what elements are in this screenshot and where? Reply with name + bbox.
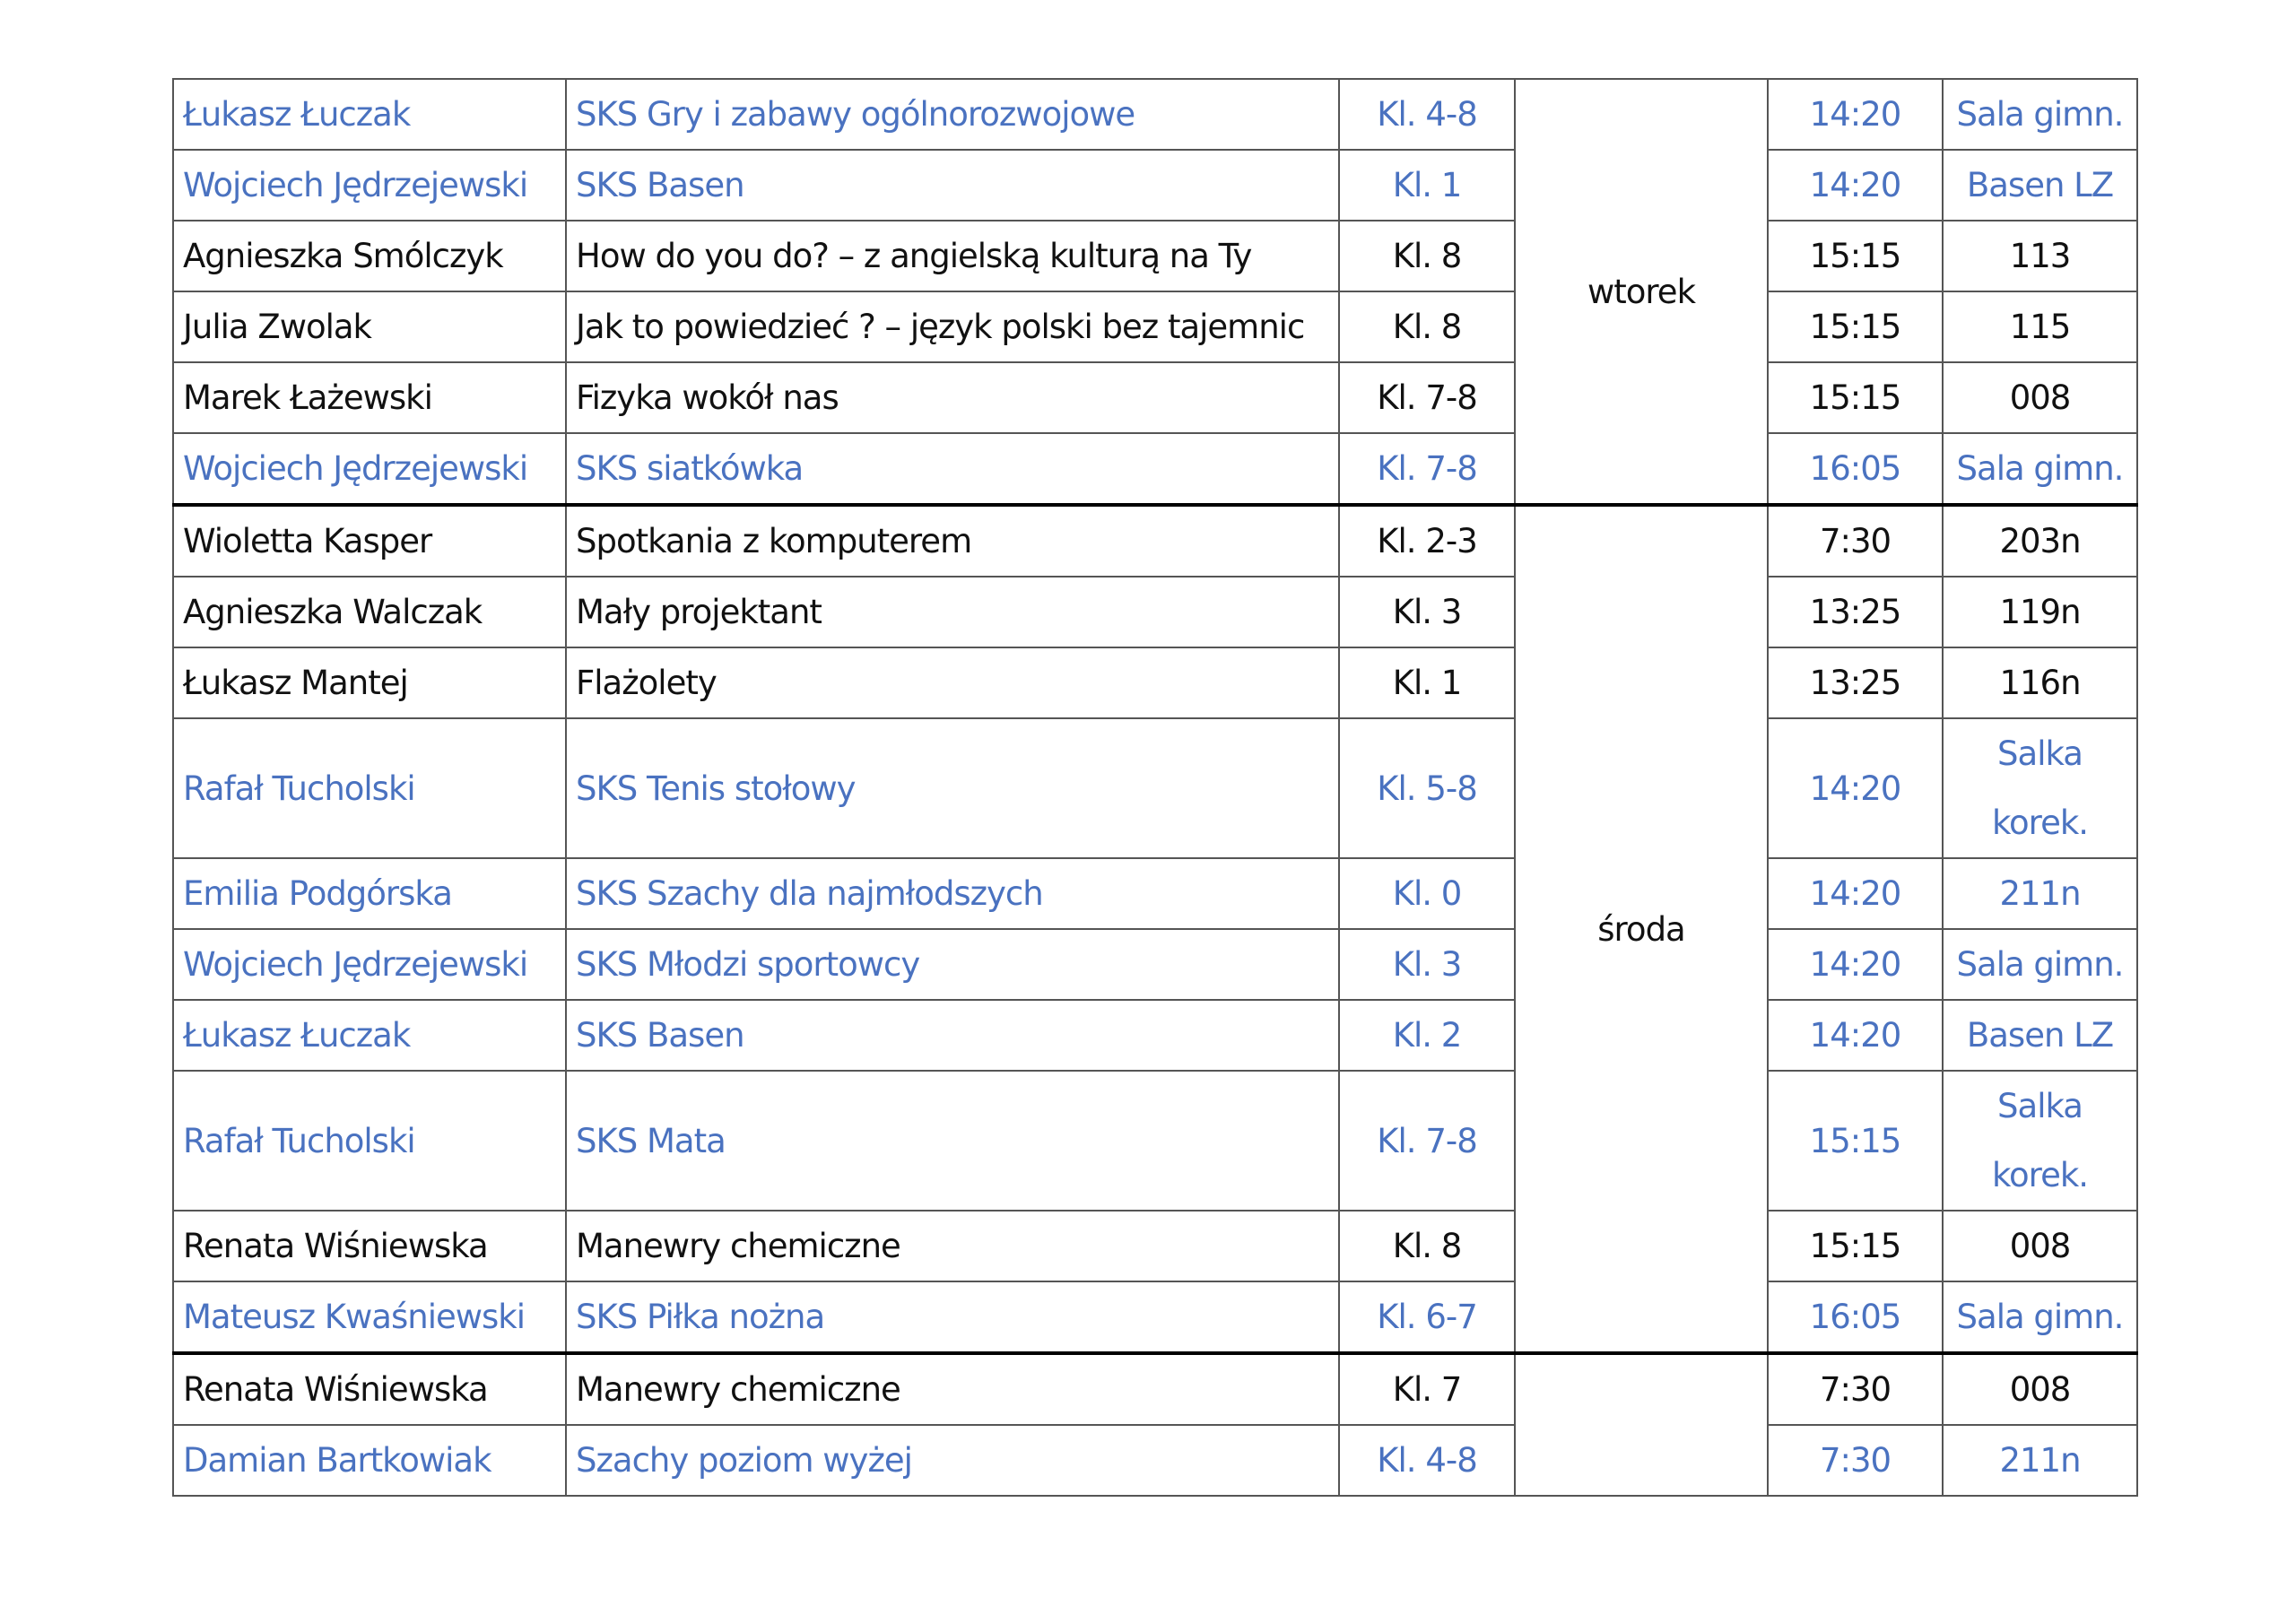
- teacher-cell: Julia Zwolak: [173, 291, 566, 362]
- class-cell: Kl. 7-8: [1339, 1071, 1515, 1211]
- teacher-cell: Rafał Tucholski: [173, 1071, 566, 1211]
- activity-cell: Szachy poziom wyżej: [566, 1425, 1339, 1496]
- room-cell: Sala gimn.: [1943, 433, 2137, 505]
- activity-cell: SKS Basen: [566, 1000, 1339, 1071]
- table-row: [173, 1211, 2137, 1281]
- teacher-cell: Wojciech Jędrzejewski: [173, 150, 566, 221]
- table-row: [173, 1281, 2137, 1353]
- time-cell: 15:15: [1768, 1211, 1943, 1281]
- room-cell: 008: [1943, 1211, 2137, 1281]
- activity-cell: SKS Gry i zabawy ogólnorozwojowe: [566, 79, 1339, 150]
- table-row: [173, 647, 2137, 718]
- table-row: [173, 1071, 2137, 1211]
- room-cell: Sala gimn.: [1943, 79, 2137, 150]
- table-row: [173, 150, 2137, 221]
- activity-cell: SKS siatkówka: [566, 433, 1339, 505]
- class-cell: Kl. 5-8: [1339, 718, 1515, 858]
- schedule-table: [172, 78, 2138, 1497]
- class-cell: Kl. 7-8: [1339, 362, 1515, 433]
- time-cell: 16:05: [1768, 433, 1943, 505]
- time-cell: 14:20: [1768, 718, 1943, 858]
- table-row: [173, 433, 2137, 505]
- room-cell: 113: [1943, 221, 2137, 291]
- table-row: [173, 362, 2137, 433]
- teacher-cell: Wioletta Kasper: [173, 505, 566, 577]
- room-cell: 119n: [1943, 577, 2137, 647]
- schedule-body: [173, 79, 2137, 1496]
- teacher-cell: Renata Wiśniewska: [173, 1353, 566, 1425]
- time-cell: 7:30: [1768, 1353, 1943, 1425]
- activity-cell: Fizyka wokół nas: [566, 362, 1339, 433]
- class-cell: Kl. 8: [1339, 1211, 1515, 1281]
- room-cell: 211n: [1943, 1425, 2137, 1496]
- time-cell: 16:05: [1768, 1281, 1943, 1353]
- teacher-cell: Marek Łażewski: [173, 362, 566, 433]
- class-cell: Kl. 2: [1339, 1000, 1515, 1071]
- room-cell: Salka korek.: [1943, 718, 2137, 858]
- time-cell: 15:15: [1768, 291, 1943, 362]
- class-cell: Kl. 1: [1339, 647, 1515, 718]
- time-cell: 7:30: [1768, 1425, 1943, 1496]
- table-row: [173, 221, 2137, 291]
- time-cell: 14:20: [1768, 79, 1943, 150]
- teacher-cell: Rafał Tucholski: [173, 718, 566, 858]
- class-cell: Kl. 3: [1339, 577, 1515, 647]
- time-cell: 13:25: [1768, 647, 1943, 718]
- class-cell: Kl. 0: [1339, 858, 1515, 929]
- day-cell: wtorek: [1515, 79, 1768, 505]
- table-row: [173, 1353, 2137, 1425]
- table-row: [173, 505, 2137, 577]
- room-cell: Sala gimn.: [1943, 1281, 2137, 1353]
- room-cell: 115: [1943, 291, 2137, 362]
- activity-cell: Manewry chemiczne: [566, 1353, 1339, 1425]
- table-row: [173, 79, 2137, 150]
- class-cell: Kl. 7: [1339, 1353, 1515, 1425]
- teacher-cell: Łukasz Mantej: [173, 647, 566, 718]
- time-cell: 13:25: [1768, 577, 1943, 647]
- activity-cell: Spotkania z komputerem: [566, 505, 1339, 577]
- table-row: [173, 577, 2137, 647]
- activity-cell: SKS Basen: [566, 150, 1339, 221]
- time-cell: 14:20: [1768, 1000, 1943, 1071]
- room-cell: 008: [1943, 1353, 2137, 1425]
- activity-cell: SKS Mata: [566, 1071, 1339, 1211]
- time-cell: 14:20: [1768, 858, 1943, 929]
- teacher-cell: Mateusz Kwaśniewski: [173, 1281, 566, 1353]
- teacher-cell: Łukasz Łuczak: [173, 79, 566, 150]
- table-row: [173, 1425, 2137, 1496]
- class-cell: Kl. 2-3: [1339, 505, 1515, 577]
- time-cell: 15:15: [1768, 221, 1943, 291]
- table-row: [173, 291, 2137, 362]
- activity-cell: Jak to powiedzieć ? – język polski bez tajemnic: [566, 291, 1339, 362]
- class-cell: Kl. 4-8: [1339, 79, 1515, 150]
- teacher-cell: Emilia Podgórska: [173, 858, 566, 929]
- day-cell: [1515, 1353, 1768, 1496]
- activity-cell: Mały projektant: [566, 577, 1339, 647]
- time-cell: 15:15: [1768, 1071, 1943, 1211]
- time-cell: 14:20: [1768, 150, 1943, 221]
- table-row: [173, 929, 2137, 1000]
- room-cell: Sala gimn.: [1943, 929, 2137, 1000]
- class-cell: Kl. 1: [1339, 150, 1515, 221]
- room-cell: 116n: [1943, 647, 2137, 718]
- activity-cell: Flażolety: [566, 647, 1339, 718]
- room-cell: 203n: [1943, 505, 2137, 577]
- teacher-cell: Damian Bartkowiak: [173, 1425, 566, 1496]
- teacher-cell: Agnieszka Smólczyk: [173, 221, 566, 291]
- room-cell: 008: [1943, 362, 2137, 433]
- time-cell: 7:30: [1768, 505, 1943, 577]
- activity-cell: SKS Szachy dla najmłodszych: [566, 858, 1339, 929]
- table-row: [173, 718, 2137, 858]
- class-cell: Kl. 8: [1339, 291, 1515, 362]
- day-cell: środa: [1515, 505, 1768, 1353]
- class-cell: Kl. 3: [1339, 929, 1515, 1000]
- teacher-cell: Renata Wiśniewska: [173, 1211, 566, 1281]
- room-cell: Basen LZ: [1943, 150, 2137, 221]
- class-cell: Kl. 7-8: [1339, 433, 1515, 505]
- room-cell: Basen LZ: [1943, 1000, 2137, 1071]
- class-cell: Kl. 6-7: [1339, 1281, 1515, 1353]
- teacher-cell: Wojciech Jędrzejewski: [173, 433, 566, 505]
- table-row: [173, 858, 2137, 929]
- teacher-cell: Wojciech Jędrzejewski: [173, 929, 566, 1000]
- activity-cell: How do you do? – z angielską kulturą na Ty: [566, 221, 1339, 291]
- teacher-cell: Agnieszka Walczak: [173, 577, 566, 647]
- class-cell: Kl. 8: [1339, 221, 1515, 291]
- time-cell: 14:20: [1768, 929, 1943, 1000]
- teacher-cell: Łukasz Łuczak: [173, 1000, 566, 1071]
- activity-cell: SKS Młodzi sportowcy: [566, 929, 1339, 1000]
- time-cell: 15:15: [1768, 362, 1943, 433]
- room-cell: Salka korek.: [1943, 1071, 2137, 1211]
- activity-cell: Manewry chemiczne: [566, 1211, 1339, 1281]
- room-cell: 211n: [1943, 858, 2137, 929]
- table-row: [173, 1000, 2137, 1071]
- activity-cell: SKS Piłka nożna: [566, 1281, 1339, 1353]
- class-cell: Kl. 4-8: [1339, 1425, 1515, 1496]
- activity-cell: SKS Tenis stołowy: [566, 718, 1339, 858]
